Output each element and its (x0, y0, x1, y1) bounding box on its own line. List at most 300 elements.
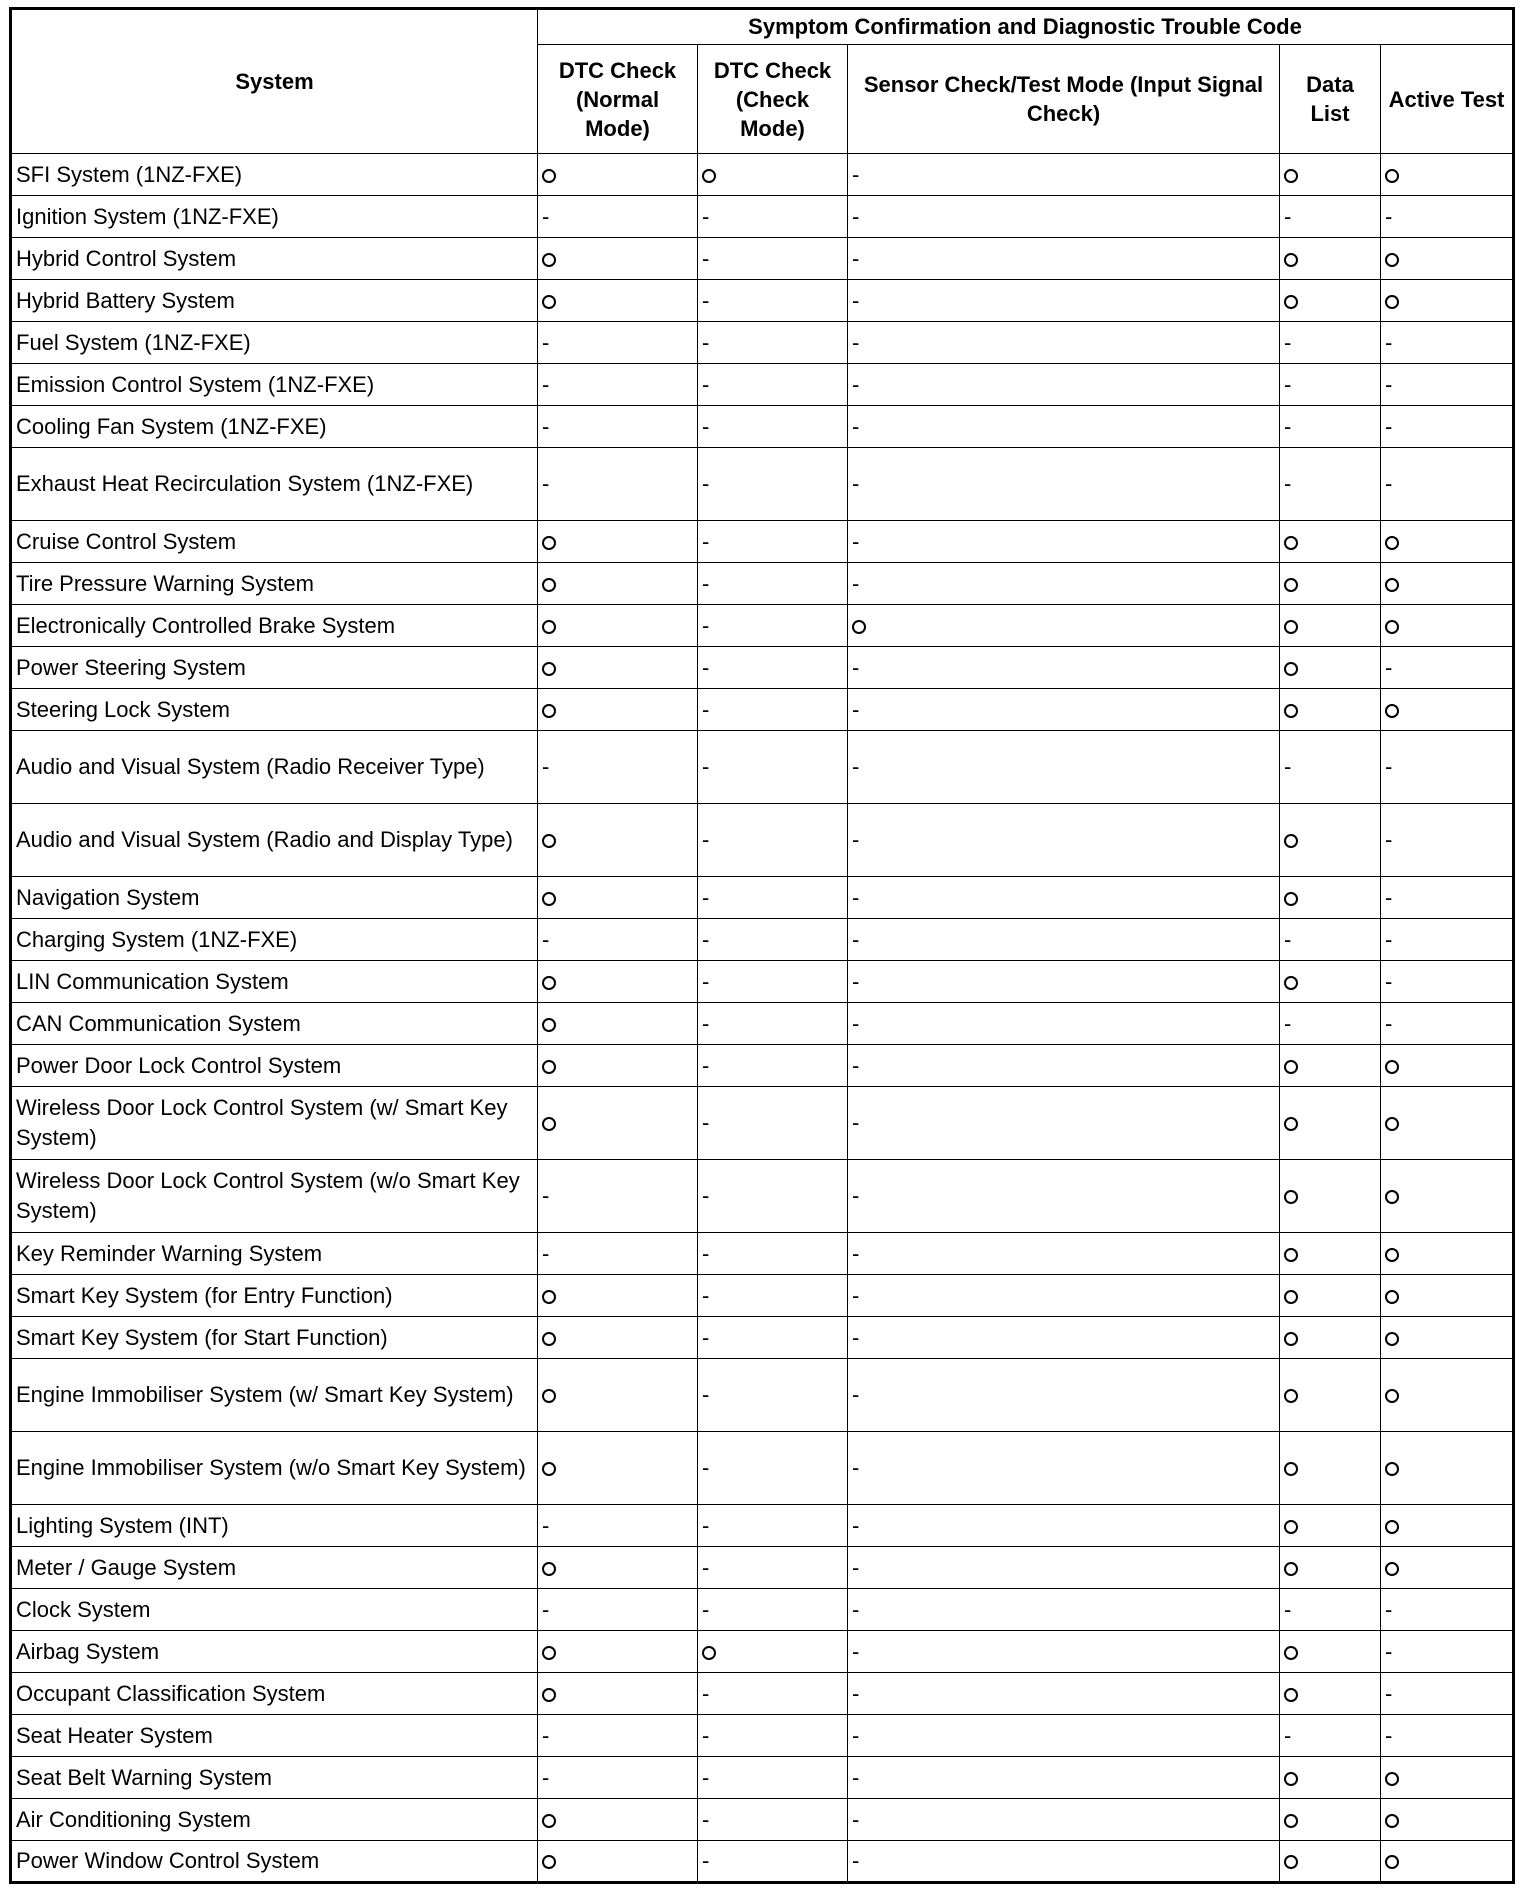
system-name: Smart Key System (for Start Function) (11, 1317, 538, 1359)
cell-active-test (1381, 1505, 1514, 1547)
not-supported-dash: - (852, 413, 860, 439)
cell-dtc-normal (538, 196, 698, 238)
not-supported-dash: - (852, 827, 860, 852)
cell-sensor-check (848, 406, 1280, 448)
supported-circle-icon (1284, 1332, 1298, 1346)
cell-sensor-check (848, 1757, 1280, 1799)
cell-data-list (1280, 1087, 1381, 1160)
system-name: LIN Communication System (11, 961, 538, 1003)
not-supported-dash: - (702, 1806, 710, 1832)
cell-active-test (1381, 563, 1514, 605)
table-row (11, 1673, 1514, 1715)
cell-data-list (1280, 406, 1381, 448)
cell-dtc-check (698, 1160, 848, 1233)
supported-circle-icon (1385, 1290, 1399, 1304)
table-body (11, 154, 1514, 1883)
not-supported-dash: - (702, 1324, 710, 1350)
header-system: System (11, 9, 538, 154)
table-row (11, 521, 1514, 563)
cell-data-list (1280, 1547, 1381, 1589)
system-name: Audio and Visual System (Radio and Display Type) (11, 804, 538, 877)
not-supported-dash: - (702, 754, 710, 779)
system-name: Tire Pressure Warning System (11, 563, 538, 605)
table-row (11, 1589, 1514, 1631)
cell-active-test (1381, 1317, 1514, 1359)
cell-sensor-check (848, 1673, 1280, 1715)
not-supported-dash: - (702, 1010, 710, 1036)
header-dtc-normal: DTC Check (Normal Mode) (538, 45, 698, 154)
table-row (11, 406, 1514, 448)
supported-circle-icon (1284, 1688, 1298, 1702)
not-supported-dash: - (852, 926, 860, 952)
system-name: Cooling Fan System (1NZ-FXE) (11, 406, 538, 448)
not-supported-dash: - (702, 1722, 710, 1748)
not-supported-dash: - (1284, 926, 1292, 952)
supported-circle-icon (702, 1646, 716, 1660)
cell-dtc-normal (538, 1673, 698, 1715)
system-name: Electronically Controlled Brake System (11, 605, 538, 647)
not-supported-dash: - (1385, 1010, 1393, 1036)
cell-dtc-check (698, 1631, 848, 1673)
supported-circle-icon (542, 1462, 556, 1476)
supported-circle-icon (1385, 704, 1399, 718)
system-name: Lighting System (INT) (11, 1505, 538, 1547)
not-supported-dash: - (852, 1806, 860, 1832)
cell-sensor-check (848, 280, 1280, 322)
cell-data-list (1280, 1432, 1381, 1505)
supported-circle-icon (1284, 620, 1298, 634)
cell-dtc-normal (538, 877, 698, 919)
cell-active-test (1381, 280, 1514, 322)
system-name: Power Door Lock Control System (11, 1045, 538, 1087)
supported-circle-icon (542, 1389, 556, 1403)
supported-circle-icon (1284, 1520, 1298, 1534)
not-supported-dash: - (852, 1183, 860, 1208)
cell-data-list (1280, 196, 1381, 238)
cell-sensor-check (848, 919, 1280, 961)
not-supported-dash: - (1385, 654, 1393, 680)
supported-circle-icon (542, 976, 556, 990)
not-supported-dash: - (852, 654, 860, 680)
system-name: Fuel System (1NZ-FXE) (11, 322, 538, 364)
cell-data-list (1280, 1003, 1381, 1045)
not-supported-dash: - (702, 1455, 710, 1480)
cell-dtc-normal (538, 364, 698, 406)
not-supported-dash: - (852, 1455, 860, 1480)
supported-circle-icon (1284, 1646, 1298, 1660)
not-supported-dash: - (542, 371, 550, 397)
not-supported-dash: - (852, 884, 860, 910)
not-supported-dash: - (702, 1183, 710, 1208)
cell-data-list (1280, 364, 1381, 406)
cell-dtc-normal (538, 919, 698, 961)
table-row (11, 280, 1514, 322)
not-supported-dash: - (542, 413, 550, 439)
cell-sensor-check (848, 322, 1280, 364)
cell-dtc-normal (538, 1003, 698, 1045)
cell-dtc-check (698, 448, 848, 521)
system-name: Emission Control System (1NZ-FXE) (11, 364, 538, 406)
cell-dtc-normal (538, 1045, 698, 1087)
table-row (11, 364, 1514, 406)
cell-sensor-check (848, 154, 1280, 196)
cell-dtc-normal (538, 1547, 698, 1589)
not-supported-dash: - (852, 1848, 860, 1873)
not-supported-dash: - (702, 329, 710, 355)
supported-circle-icon (542, 1562, 556, 1576)
not-supported-dash: - (1385, 1596, 1393, 1622)
cell-active-test (1381, 1160, 1514, 1233)
system-name: Wireless Door Lock Control System (w/ Smart Key System) (11, 1087, 538, 1160)
supported-circle-icon (542, 1117, 556, 1131)
cell-dtc-check (698, 1432, 848, 1505)
cell-active-test (1381, 238, 1514, 280)
supported-circle-icon (542, 295, 556, 309)
cell-dtc-check (698, 1275, 848, 1317)
table-row (11, 1547, 1514, 1589)
cell-sensor-check (848, 238, 1280, 280)
cell-sensor-check (848, 448, 1280, 521)
cell-sensor-check (848, 1841, 1280, 1883)
not-supported-dash: - (702, 1110, 710, 1135)
cell-active-test (1381, 1757, 1514, 1799)
not-supported-dash: - (852, 287, 860, 313)
not-supported-dash: - (852, 329, 860, 355)
not-supported-dash: - (1385, 413, 1393, 439)
table-row (11, 804, 1514, 877)
supported-circle-icon (1284, 295, 1298, 309)
supported-circle-icon (542, 834, 556, 848)
not-supported-dash: - (702, 968, 710, 994)
system-name: Air Conditioning System (11, 1799, 538, 1841)
table-row (11, 877, 1514, 919)
system-name: Engine Immobiliser System (w/ Smart Key System) (11, 1359, 538, 1432)
cell-dtc-check (698, 731, 848, 804)
supported-circle-icon (542, 1646, 556, 1660)
not-supported-dash: - (1284, 1596, 1292, 1622)
supported-circle-icon (542, 169, 556, 183)
cell-dtc-normal (538, 448, 698, 521)
cell-dtc-check (698, 521, 848, 563)
table-row (11, 322, 1514, 364)
system-name: Hybrid Control System (11, 238, 538, 280)
not-supported-dash: - (852, 371, 860, 397)
cell-dtc-check (698, 689, 848, 731)
cell-active-test (1381, 804, 1514, 877)
supported-circle-icon (542, 620, 556, 634)
cell-dtc-check (698, 647, 848, 689)
not-supported-dash: - (702, 1764, 710, 1790)
cell-dtc-check (698, 1233, 848, 1275)
cell-dtc-normal (538, 731, 698, 804)
not-supported-dash: - (702, 884, 710, 910)
cell-dtc-check (698, 605, 848, 647)
cell-dtc-normal (538, 1160, 698, 1233)
supported-circle-icon (542, 1855, 556, 1869)
not-supported-dash: - (1385, 329, 1393, 355)
cell-data-list (1280, 238, 1381, 280)
cell-active-test (1381, 1673, 1514, 1715)
table-row (11, 448, 1514, 521)
cell-active-test (1381, 877, 1514, 919)
not-supported-dash: - (1284, 329, 1292, 355)
table-row (11, 919, 1514, 961)
not-supported-dash: - (852, 968, 860, 994)
system-name: Power Window Control System (11, 1841, 538, 1883)
header-data-list: Data List (1280, 45, 1381, 154)
cell-sensor-check (848, 196, 1280, 238)
cell-sensor-check (848, 689, 1280, 731)
not-supported-dash: - (702, 371, 710, 397)
supported-circle-icon (1385, 1117, 1399, 1131)
cell-dtc-normal (538, 1757, 698, 1799)
cell-dtc-check (698, 877, 848, 919)
supported-circle-icon (542, 662, 556, 676)
not-supported-dash: - (852, 528, 860, 554)
cell-sensor-check (848, 563, 1280, 605)
table-row (11, 731, 1514, 804)
cell-active-test (1381, 1233, 1514, 1275)
system-name: CAN Communication System (11, 1003, 538, 1045)
cell-active-test (1381, 364, 1514, 406)
cell-dtc-normal (538, 406, 698, 448)
cell-dtc-check (698, 1317, 848, 1359)
table-row (11, 1631, 1514, 1673)
supported-circle-icon (1284, 1389, 1298, 1403)
not-supported-dash: - (542, 1722, 550, 1748)
not-supported-dash: - (1385, 884, 1393, 910)
cell-sensor-check (848, 1087, 1280, 1160)
cell-data-list (1280, 1317, 1381, 1359)
not-supported-dash: - (852, 1240, 860, 1266)
not-supported-dash: - (1284, 371, 1292, 397)
cell-dtc-check (698, 154, 848, 196)
cell-data-list (1280, 1160, 1381, 1233)
not-supported-dash: - (852, 1512, 860, 1538)
cell-data-list (1280, 563, 1381, 605)
cell-active-test (1381, 1715, 1514, 1757)
table-row (11, 1757, 1514, 1799)
not-supported-dash: - (1284, 471, 1292, 496)
cell-sensor-check (848, 521, 1280, 563)
cell-sensor-check (848, 1275, 1280, 1317)
not-supported-dash: - (542, 1512, 550, 1538)
cell-dtc-normal (538, 521, 698, 563)
not-supported-dash: - (1385, 1722, 1393, 1748)
not-supported-dash: - (542, 329, 550, 355)
system-name: SFI System (1NZ-FXE) (11, 154, 538, 196)
header-sensor-check: Sensor Check/Test Mode (Input Signal Check) (848, 45, 1280, 154)
table-row (11, 154, 1514, 196)
not-supported-dash: - (702, 245, 710, 271)
cell-dtc-check (698, 1589, 848, 1631)
table-row (11, 1715, 1514, 1757)
cell-active-test (1381, 961, 1514, 1003)
system-name: Navigation System (11, 877, 538, 919)
cell-sensor-check (848, 1003, 1280, 1045)
supported-circle-icon (1284, 1248, 1298, 1262)
cell-active-test (1381, 154, 1514, 196)
table-row (11, 605, 1514, 647)
not-supported-dash: - (1284, 203, 1292, 229)
not-supported-dash: - (852, 1680, 860, 1706)
supported-circle-icon (542, 1332, 556, 1346)
not-supported-dash: - (702, 1848, 710, 1873)
system-name: Engine Immobiliser System (w/o Smart Key System) (11, 1432, 538, 1505)
not-supported-dash: - (1385, 471, 1393, 496)
not-supported-dash: - (852, 1382, 860, 1407)
not-supported-dash: - (1284, 1722, 1292, 1748)
system-name: Ignition System (1NZ-FXE) (11, 196, 538, 238)
header-dtc-check: DTC Check (Check Mode) (698, 45, 848, 154)
not-supported-dash: - (542, 1596, 550, 1622)
header-active-test: Active Test (1381, 45, 1514, 154)
not-supported-dash: - (1385, 827, 1393, 852)
not-supported-dash: - (852, 1596, 860, 1622)
supported-circle-icon (1284, 169, 1298, 183)
not-supported-dash: - (852, 1010, 860, 1036)
not-supported-dash: - (852, 1282, 860, 1308)
supported-circle-icon (1284, 1855, 1298, 1869)
not-supported-dash: - (542, 926, 550, 952)
system-name: Wireless Door Lock Control System (w/o Smart Key System) (11, 1160, 538, 1233)
cell-data-list (1280, 919, 1381, 961)
not-supported-dash: - (852, 696, 860, 722)
supported-circle-icon (542, 1814, 556, 1828)
cell-dtc-normal (538, 280, 698, 322)
not-supported-dash: - (702, 471, 710, 496)
not-supported-dash: - (542, 1764, 550, 1790)
not-supported-dash: - (702, 1052, 710, 1078)
system-name: Meter / Gauge System (11, 1547, 538, 1589)
cell-sensor-check (848, 877, 1280, 919)
cell-data-list (1280, 1799, 1381, 1841)
cell-active-test (1381, 1841, 1514, 1883)
cell-active-test (1381, 1003, 1514, 1045)
not-supported-dash: - (852, 1554, 860, 1580)
supported-circle-icon (1284, 578, 1298, 592)
cell-active-test (1381, 1275, 1514, 1317)
supported-circle-icon (542, 1290, 556, 1304)
supported-circle-icon (1385, 1332, 1399, 1346)
supported-circle-icon (1385, 1389, 1399, 1403)
supported-circle-icon (1385, 1190, 1399, 1204)
supported-circle-icon (1385, 1248, 1399, 1262)
cell-sensor-check (848, 1045, 1280, 1087)
cell-data-list (1280, 1233, 1381, 1275)
system-name: Audio and Visual System (Radio Receiver Type) (11, 731, 538, 804)
cell-dtc-check (698, 1359, 848, 1432)
cell-data-list (1280, 1045, 1381, 1087)
not-supported-dash: - (702, 287, 710, 313)
supported-circle-icon (852, 620, 866, 634)
cell-active-test (1381, 196, 1514, 238)
not-supported-dash: - (852, 570, 860, 596)
system-name: Charging System (1NZ-FXE) (11, 919, 538, 961)
cell-sensor-check (848, 731, 1280, 804)
supported-circle-icon (1284, 1562, 1298, 1576)
cell-active-test (1381, 406, 1514, 448)
not-supported-dash: - (1385, 968, 1393, 994)
cell-active-test (1381, 1589, 1514, 1631)
cell-dtc-check (698, 322, 848, 364)
table-row (11, 689, 1514, 731)
cell-data-list (1280, 647, 1381, 689)
table-row (11, 1317, 1514, 1359)
not-supported-dash: - (702, 827, 710, 852)
table-row (11, 961, 1514, 1003)
cell-data-list (1280, 877, 1381, 919)
cell-sensor-check (848, 1589, 1280, 1631)
cell-data-list (1280, 689, 1381, 731)
cell-data-list (1280, 1673, 1381, 1715)
supported-circle-icon (1284, 1772, 1298, 1786)
cell-active-test (1381, 1045, 1514, 1087)
cell-data-list (1280, 1715, 1381, 1757)
not-supported-dash: - (702, 926, 710, 952)
system-name: Smart Key System (for Entry Function) (11, 1275, 538, 1317)
not-supported-dash: - (702, 203, 710, 229)
supported-circle-icon (542, 892, 556, 906)
cell-sensor-check (848, 1799, 1280, 1841)
supported-circle-icon (542, 1060, 556, 1074)
table-row (11, 238, 1514, 280)
cell-dtc-normal (538, 1715, 698, 1757)
cell-active-test (1381, 689, 1514, 731)
cell-data-list (1280, 1505, 1381, 1547)
not-supported-dash: - (1385, 203, 1393, 229)
system-name: Hybrid Battery System (11, 280, 538, 322)
cell-data-list (1280, 804, 1381, 877)
not-supported-dash: - (702, 1554, 710, 1580)
cell-active-test (1381, 919, 1514, 961)
supported-circle-icon (1284, 1190, 1298, 1204)
cell-data-list (1280, 154, 1381, 196)
cell-dtc-normal (538, 1317, 698, 1359)
supported-circle-icon (1284, 1462, 1298, 1476)
cell-sensor-check (848, 364, 1280, 406)
cell-sensor-check (848, 1359, 1280, 1432)
cell-sensor-check (848, 961, 1280, 1003)
cell-dtc-normal (538, 1432, 698, 1505)
cell-data-list (1280, 448, 1381, 521)
cell-dtc-check (698, 1799, 848, 1841)
not-supported-dash: - (852, 1638, 860, 1664)
supported-circle-icon (1385, 1520, 1399, 1534)
supported-circle-icon (1385, 620, 1399, 634)
cell-sensor-check (848, 1160, 1280, 1233)
not-supported-dash: - (852, 754, 860, 779)
supported-circle-icon (542, 536, 556, 550)
not-supported-dash: - (1385, 926, 1393, 952)
not-supported-dash: - (702, 1282, 710, 1308)
not-supported-dash: - (542, 1240, 550, 1266)
cell-dtc-check (698, 1505, 848, 1547)
header-group: Symptom Confirmation and Diagnostic Trouble Code (538, 9, 1514, 45)
cell-dtc-normal (538, 804, 698, 877)
table-row (11, 196, 1514, 238)
cell-dtc-check (698, 563, 848, 605)
cell-data-list (1280, 961, 1381, 1003)
not-supported-dash: - (852, 1324, 860, 1350)
not-supported-dash: - (852, 161, 860, 187)
cell-dtc-normal (538, 689, 698, 731)
supported-circle-icon (542, 1688, 556, 1702)
cell-dtc-check (698, 238, 848, 280)
cell-sensor-check (848, 605, 1280, 647)
table-row (11, 1359, 1514, 1432)
not-supported-dash: - (542, 754, 550, 779)
